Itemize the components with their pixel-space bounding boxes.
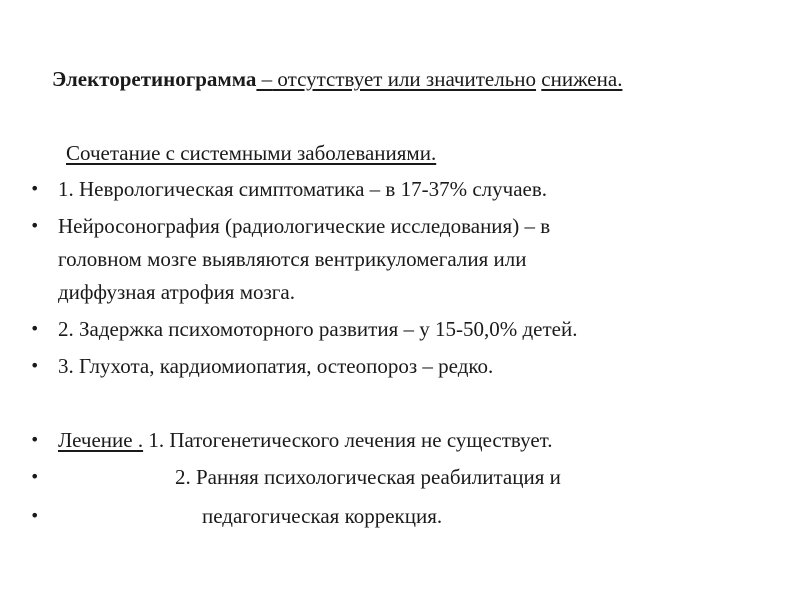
list-item-neurosono-line1: Нейросонография (радиологические исследования) – в: [58, 214, 551, 238]
list-item-neurosono-line2: головном мозге выявляются вентрикуломегалия или: [58, 247, 527, 271]
list-item-deafness: 3. Глухота, кардиомиопатия, остеопороз – редко.: [58, 354, 494, 378]
bullet-icon: •: [30, 356, 40, 375]
treatment-line1: [58, 427, 553, 453]
erg-title-line: [52, 66, 622, 92]
list-item-neuro: 1. Неврологическая симптоматика – в 17-37% случаев.: [58, 177, 547, 201]
bullet-icon: •: [30, 430, 40, 449]
list-item-neurosono-line3: диффузная атрофия мозга.: [58, 280, 295, 304]
bullet-icon: •: [30, 506, 40, 525]
erg-title-tail: снижена.: [541, 67, 623, 91]
erg-title-dash: –: [256, 67, 273, 91]
bullet-icon: •: [30, 467, 40, 486]
bullet-icon: •: [30, 179, 40, 198]
treatment-line2: 2. Ранняя психологическая реабилитация и: [175, 465, 561, 489]
treatment-text1: 1. Патогенетического лечения не существует.: [143, 428, 553, 452]
list-item-psychomotor: 2. Задержка психомоторного развития – у 15-50,0% детей.: [58, 317, 578, 341]
treatment-label: Лечение .: [58, 428, 144, 452]
erg-title-bold: Электоретинограмма: [52, 67, 257, 91]
bullet-icon: •: [30, 319, 40, 338]
erg-title-text: отсутствует или значительно: [272, 67, 537, 91]
bullet-icon: •: [30, 216, 40, 235]
treatment-line3: педагогическая коррекция.: [202, 504, 443, 528]
combination-heading: Сочетание с системными заболеваниями.: [66, 141, 437, 165]
